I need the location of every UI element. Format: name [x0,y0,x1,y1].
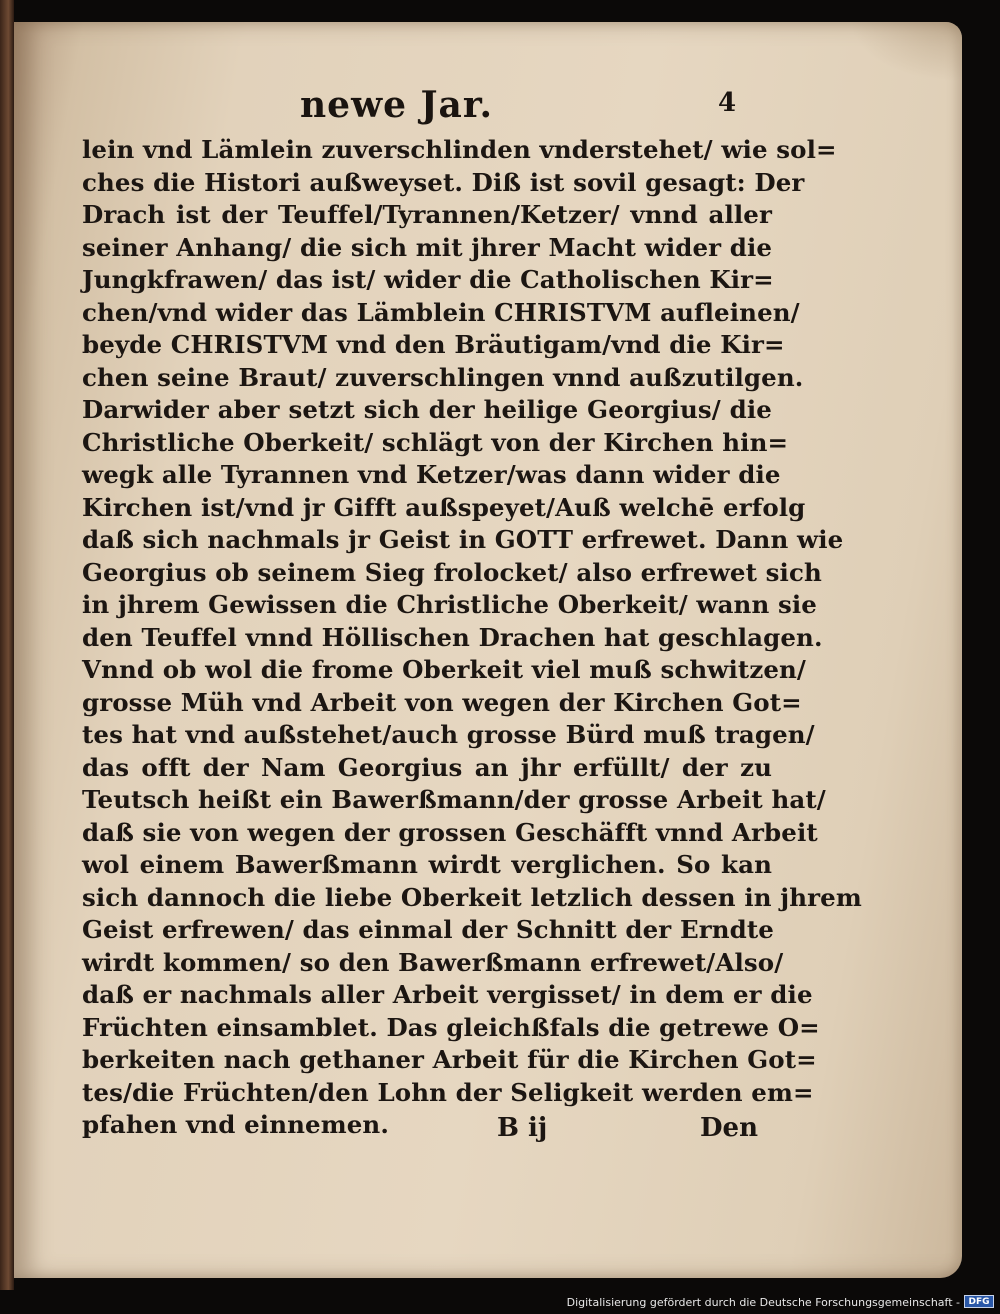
text-line: wegk alle Tyrannen vnd Ketzer/was dann wider die [82,460,781,489]
text-line: Kirchen ist/vnd jr Gifft außspeyet/Auß welchē erfolg [82,492,806,522]
text-line: ches die Histori außweyset. Diß ist sovil gesagt: Der [82,167,805,197]
text-line: daß sie von wegen der grossen Geschäfft vnnd Arbeit [82,817,818,847]
text-line: Teutsch heißt ein Bawerßmann/der grosse Arbeit hat/ [82,785,826,814]
text-line: Georgius ob seinem Sieg frolocket/ also erfrewet sich [82,557,822,587]
text-line: seiner Anhang/ die sich mit jhrer Macht wider die [82,232,773,262]
text-line: Christliche Oberkeit/ schlägt von der Kirchen hin= [82,427,789,457]
text-line: wol einem Bawerßmann wirdt verglichen. So kan [82,850,772,879]
text-line: tes/die Früchten/den Lohn der Seligkeit werden em= [82,1077,814,1107]
signature-mark: B ij [497,1113,548,1143]
text-line: beyde CHRISTVM vnd den Bräutigam/vnd die Kir= [82,330,785,359]
text-line: Darwider aber setzt sich der heilige Georgius/ die [82,395,772,424]
running-head [300,84,737,126]
text-line: daß er nachmals aller Arbeit vergisset/ in dem er die [82,980,813,1009]
text-line: Geist erfrewen/ das einmal der Schnitt der Erndte [82,915,774,944]
digitization-credit: Digitalisierung gefördert durch die Deutsche Forschungsgemeinschaft - [566,1296,960,1309]
text-line: chen/vnd wider das Lämblein CHRISTVM aufleinen/ [82,297,800,327]
text-line: daß sich nachmals jr Geist in GOTT erfrewet. Dann wie [82,525,844,554]
page-number: 4 [718,88,737,118]
text-line: Jungkfrawen/ das ist/ wider die Catholischen Kir= [82,265,774,294]
text-line: berkeiten nach gethaner Arbeit für die Kirchen Got= [82,1045,817,1074]
book-spine-edge [0,0,14,1290]
text-line: wirdt kommen/ so den Bawerßmann erfrewet/Also/ [82,947,784,977]
text-line: den Teuffel vnnd Höllischen Drachen hat geschlagen. [82,622,823,652]
text-line: Früchten einsamblet. Das gleichßfals die getrewe O= [82,1012,820,1042]
text-line: Vnnd ob wol die frome Oberkeit viel muß schwitzen/ [82,655,806,684]
text-line: in jhrem Gewissen die Christliche Oberkeit/ wann sie [82,590,817,619]
catchword: Den [700,1113,758,1143]
text-line: grosse Müh vnd Arbeit von wegen der Kirchen Got= [82,687,802,717]
running-head-title: newe Jar. [300,84,494,126]
dfg-logo: DFG [964,1295,994,1308]
page-body-text [82,134,862,1142]
text-line: Drach ist der Teuffel/Tyrannen/Ketzer/ vnnd aller [82,200,772,229]
page-corner-shading [850,22,962,82]
text-line: tes hat vnd außstehet/auch grosse Bürd muß tragen/ [82,720,815,749]
text-line: das offt der Nam Georgius an jhr erfüllt/ der zu [82,752,772,782]
text-line: lein vnd Lämlein zuverschlinden vnderstehet/ wie sol= [82,135,837,164]
text-line: pfahen vnd einnemen. [82,1110,389,1139]
text-line: sich dannoch die liebe Oberkeit letzlich dessen in jhrem [82,882,862,912]
text-line: chen seine Braut/ zuverschlingen vnnd außzutilgen. [82,362,804,392]
